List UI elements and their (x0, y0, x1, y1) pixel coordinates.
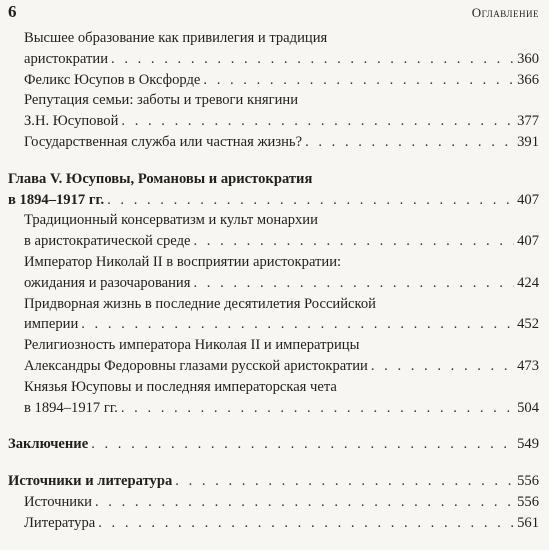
toc-entry[interactable] (0, 252, 549, 294)
toc-entry[interactable] (0, 377, 549, 419)
toc-entry[interactable] (0, 210, 549, 252)
toc-entry[interactable] (0, 335, 549, 377)
toc-page-number: 504 (517, 399, 539, 416)
running-head: Оглавление (471, 5, 539, 20)
toc-entry[interactable] (0, 28, 549, 70)
dot-leader (371, 356, 514, 377)
toc-entry-title-line: Глава V. Юсуповы, Романовы и аристократия (8, 170, 313, 187)
dot-leader (193, 273, 514, 294)
toc-page-number: 561 (517, 514, 539, 531)
toc-entry-title-line: в 1894–1917 гг. (8, 191, 105, 208)
toc-page-number: 473 (517, 357, 539, 374)
toc-chapter-entry[interactable] (0, 471, 549, 492)
toc-page-number: 366 (517, 71, 539, 88)
dot-leader (305, 132, 514, 153)
toc-chapter-entry[interactable] (0, 434, 549, 455)
toc-entry-title-line: Религиозность императора Николая II и императрицы (24, 337, 360, 354)
toc-entry-title-line: Придворная жизнь в последние десятилетия Российской (24, 295, 376, 312)
toc-page-number: 391 (517, 133, 539, 150)
toc-entry-title-line: З.Н. Юсуповой (24, 113, 119, 130)
dot-leader (95, 492, 514, 513)
toc-page-number: 407 (517, 191, 539, 208)
toc-entry-title-line: Традиционный консерватизм и культ монархии (24, 212, 318, 229)
toc-entry-title-line: в 1894–1917 гг. (24, 399, 118, 416)
toc-entry-title-line: Феликс Юсупов в Оксфорде (24, 71, 201, 88)
toc-entry[interactable] (0, 294, 549, 336)
dot-leader (203, 70, 514, 91)
dot-leader (121, 398, 514, 419)
toc-entry-title-line: Высшее образование как привилегия и традиция (24, 30, 328, 46)
page-header (8, 2, 539, 24)
toc-entry-title-line: Император Николай II в восприятии аристократии: (24, 253, 342, 270)
toc-entry[interactable] (0, 513, 549, 534)
toc-entry-title-line: Источники (24, 493, 92, 510)
toc-entry-title-line: Государственная служба или частная жизнь? (24, 133, 303, 150)
toc-entry-title-line: в аристократической среде (24, 233, 191, 250)
dot-leader (98, 513, 514, 534)
toc-page-number: 556 (517, 493, 539, 510)
toc-entry-title-line: Александры Федоровны глазами русской аристократии (24, 357, 368, 374)
toc-entry[interactable] (0, 90, 549, 132)
dot-leader (193, 231, 514, 252)
toc-page-number: 556 (517, 473, 539, 490)
dot-leader (81, 314, 514, 335)
toc-entry-title-line: аристократии (24, 50, 109, 67)
toc-page-number: 452 (517, 316, 539, 333)
page-number: 6 (8, 2, 17, 21)
toc-entry-title-line: Заключение (8, 436, 89, 453)
dot-leader (91, 434, 514, 455)
dot-leader (107, 190, 514, 211)
toc-page-number: 549 (517, 436, 539, 453)
toc-page-number: 424 (517, 274, 539, 291)
toc-entry-title-line: Литература (24, 514, 96, 531)
toc-chapter-entry[interactable] (0, 169, 549, 211)
toc-entry[interactable] (0, 70, 549, 91)
toc-entry[interactable] (0, 132, 549, 153)
toc-page-number: 360 (517, 50, 539, 67)
dot-leader (111, 49, 514, 70)
table-of-contents (0, 28, 549, 534)
toc-page-number: 407 (517, 233, 539, 250)
dot-leader (121, 111, 514, 132)
toc-entry-title-line: империи (24, 316, 79, 333)
toc-page-number: 377 (517, 113, 539, 130)
toc-entry[interactable] (0, 492, 549, 513)
dot-leader (175, 471, 514, 492)
toc-entry-title-line: Репутация семьи: заботы и тревоги княгини (24, 92, 299, 109)
toc-entry-title-line: Источники и литература (8, 473, 173, 490)
toc-entry-title-line: ожидания и разочарования (24, 274, 191, 291)
toc-entry-title-line: Князья Юсуповы и последняя императорская чета (24, 378, 337, 395)
